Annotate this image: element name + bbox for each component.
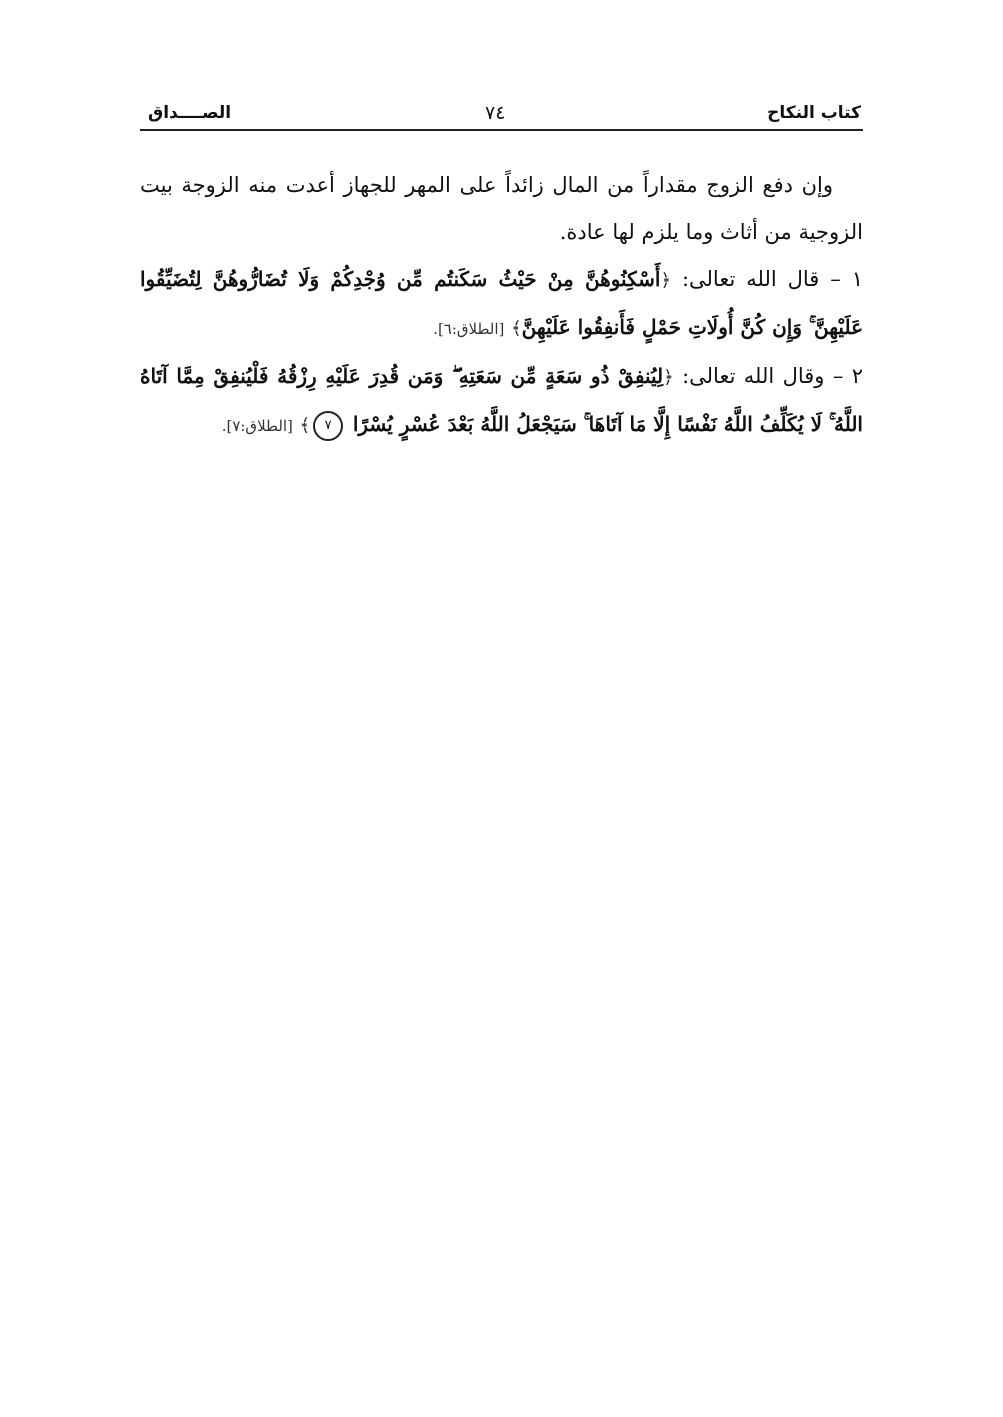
close-bracket: ﴾: [299, 415, 311, 436]
open-bracket: ﴿: [660, 270, 671, 291]
close-bracket: ﴾: [511, 318, 522, 339]
item-number: ١: [851, 267, 863, 291]
intro-paragraph: وإن دفع الزوج مقداراً من المال زائداً على المهر للجهاز أعدت منه الزوجة بيت الزوجية من أثاث وما يلزم لها عادة.: [140, 173, 863, 244]
running-header: [140, 100, 863, 132]
page-body: [140, 162, 863, 450]
chapter-title: الصــــداق: [148, 103, 232, 123]
item-lead: – قال الله تعالى:: [681, 267, 841, 291]
book-title: كتاب النكاح: [767, 103, 861, 123]
list-item-1: [140, 256, 863, 353]
item-number: ٢: [851, 364, 863, 388]
open-bracket: ﴿: [663, 367, 674, 388]
page-number: ٧٤: [485, 102, 506, 124]
quran-verse: لِيُنفِقْ ذُو سَعَةٍ مِّن سَعَتِهِ ۖ وَمَن قُدِرَ عَلَيْهِ رِزْقُهُ فَلْيُنفِقْ مِمَّا آتَاهُ اللَّهُ ۚ لَا يُكَلِّفُ اللَّهُ نَفْسًا إِلَّا مَا آتَاهَا ۚ سَيَجْعَلُ اللَّهُ بَعْدَ عُسْرٍ يُسْرًا: [140, 364, 863, 436]
ayah-number-marker: ٧: [313, 411, 343, 441]
item-lead: – وقال الله تعالى:: [682, 364, 844, 388]
quran-verse: أَسْكِنُوهُنَّ مِنْ حَيْثُ سَكَنتُم مِّن وُجْدِكُمْ وَلَا تُضَارُّوهُنَّ لِتُضَيِّقُوا عَلَيْهِنَّ ۚ وَإِن كُنَّ أُولَاتِ حَمْلٍ فَأَنفِقُوا عَلَيْهِنَّ: [140, 267, 863, 339]
header-rule: [140, 129, 863, 131]
list-item-2: [140, 353, 863, 450]
verse-reference: [الطلاق:٦].: [433, 320, 505, 338]
verse-reference: [الطلاق:٧].: [221, 417, 293, 435]
